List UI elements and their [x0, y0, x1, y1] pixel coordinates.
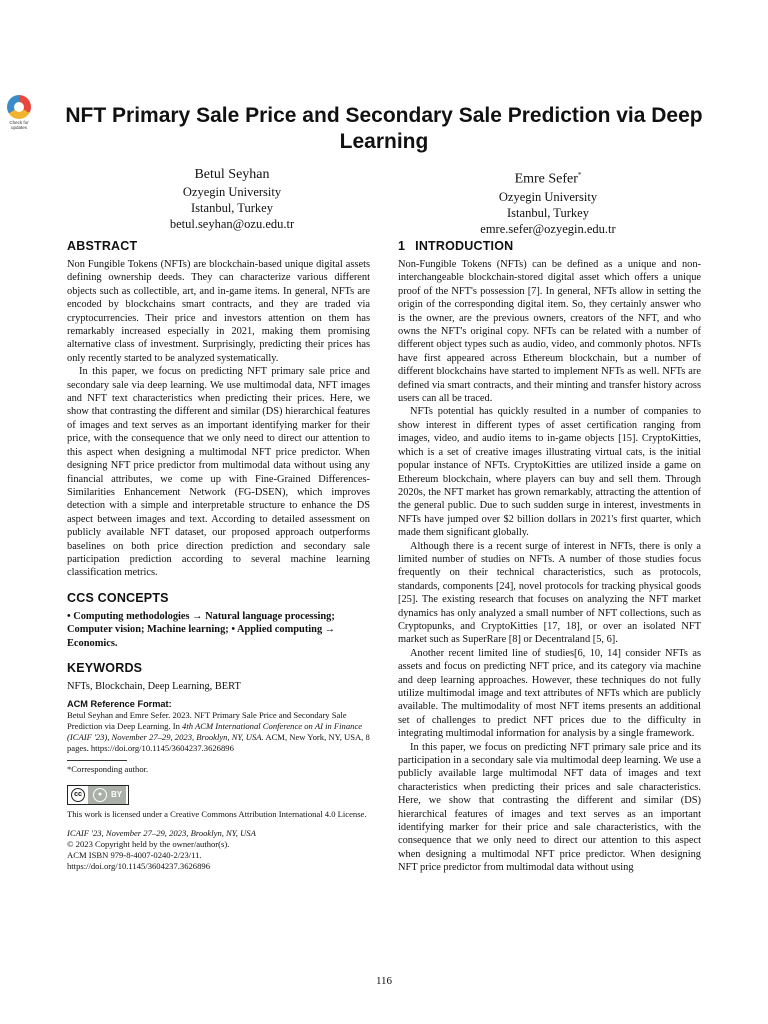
intro-paragraph: In this paper, we focus on predicting NFT primary sale price and its participation in a secondary sale via multimodal deep learning. We use a publicly available large multimodal NFT data of images and text characteristics when predicting their prices and sale characteristics. Here, we show that contrasting the different and similar (DS) hierarchical features of images and text serves as an important identifying marker for their price and sale characteristics, with the consequence that we only need to direct our attention to this aspect when designing a multimodal NFT price predictor. When designing NFT price predictor from multimodal data without using: [398, 741, 701, 874]
reference-format-heading: ACM Reference Format:: [67, 699, 172, 710]
corresponding-author-footnote: *Corresponding author.: [67, 764, 149, 775]
intro-paragraph: NFTs potential has quickly resulted in a number of companies to show interest in different types of asset certification ranging from images, video, and audio items to in-game objects [15]. CryptoKitties, which is a set of creative images illustrating virtual cats, is the initial popular instance of NFTs. CryptoKitties are utilized inside a game on Ethereum blockchain, where players can buy and sell them. Through 2020s, the NFT market has grown remarkably, attracting the attention of the general public. Due to such sudden surge in interest, investments in NFTs have jumped over $2 billion dollars in 2021's first quarter, which made them significant globally.: [398, 406, 701, 539]
author-location: Istanbul, Turkey: [191, 201, 273, 215]
check-for-updates-label: Check for updates: [9, 120, 29, 130]
author-name: Emre Sefer: [514, 171, 578, 187]
check-for-updates-icon: [7, 95, 31, 119]
abstract-heading: ABSTRACT: [67, 239, 138, 253]
license-text: This work is licensed under a Creative Commons Attribution International 4.0 License.: [67, 809, 367, 820]
footnote-rule: [67, 760, 127, 761]
author-email: emre.sefer@ozyegin.edu.tr: [480, 221, 616, 236]
copyright-line: © 2023 Copyright held by the owner/author(s).: [67, 839, 230, 850]
abstract-paragraph: Non Fungible Tokens (NFTs) are blockchain-based unique digital assets defining ownership deeds. They can characterize various different objects such as collectible, art, and in-game items. In general, NFTs are encoded by blockchains smart contracts, and they are traded via cryptocurrencies. Their price and investors attention on them has remarkably increased especially in 2021, making them promising alternative class of investment. Surprisingly, predicting their prices has only recently started to be analyzed systematically.: [67, 259, 370, 364]
attribution-icon: ●: [93, 788, 107, 802]
ccs-concepts: • Computing methodologies → Natural language processing; Computer vision; Machine learning; • Applied computing → Economics.: [67, 610, 336, 649]
doi-link[interactable]: https://doi.org/10.1145/3604237.3626896: [67, 861, 210, 872]
author-block-1: [132, 166, 332, 232]
section-number: 1: [398, 239, 406, 253]
by-icon: [88, 786, 126, 804]
conference-line: ICAIF '23, November 27–29, 2023, Brooklyn, NY, USA: [67, 828, 256, 839]
author-affiliation: Ozyegin University: [182, 185, 282, 199]
author-name: Betul Seyhan: [194, 167, 270, 182]
cc-by-license-icon[interactable]: [67, 785, 370, 805]
intro-paragraph: Non-Fungible Tokens (NFTs) can be defined as a unique and non-interchangeable blockchain-stored digital asset which offers a unique proof of the NFT's possession [7]. In general, NFTs allow in setting the origin of the corresponding digital item. So, they certainly answer who is the owner, are the previous owners, creators of the NFT, and who owns the NFT's original copy. NFTs can be related with a number of different object types such as audio, video, and commonly photos. NFTs have first appeared across Ethereum blockchain, but a number of different blockchains have started to implement NFTs as well. NFTs are defined via smart contracts, and their minting and transfer history across users can all be traced.: [398, 259, 701, 405]
corresponding-mark: *: [577, 171, 582, 179]
right-column: [398, 238, 701, 875]
keywords-heading: KEYWORDS: [67, 660, 143, 675]
isbn-line: ACM ISBN 979-8-4007-0240-2/23/11.: [67, 850, 202, 861]
author-email: betul.seyhan@ozu.edu.tr: [169, 217, 295, 231]
author-block-2: [448, 166, 648, 237]
intro-paragraph: Another recent limited line of studies[6, 10, 14] consider NFTs as assets and focus on predicting NFT price, and its category via machine and deep learning approaches. However, these techniques do not fully utilize multimodal image and text attributes of NFTs which are publicly available. The multimodality of most NFT items presents an additional set of challenges to predict NFT prices due to the difficulty in integrating multimodal information for analysis by a single framework.: [398, 647, 701, 740]
abstract-paragraph: In this paper, we focus on predicting NFT primary sale price and secondary sale via deep learning. We use multimodal data, NFT images and NFT text characteristics when predicting their prices. Here, we show that contrasting the different and similar (DS) hierarchical features of images and text serves as an important identifying marker for their price, with the consequence that we only need to direct our attention to this aspect when designing a multimodal NFT price predictor. When designing NFT price predictor from multimodal data without using any financial attributes, we come up with Fine-Grained Differences-Similarities Enhancement Network (FG-DSEN), which improves detection with a simple and interpretable structure to enhance the DS aspect between images and text. According to detailed assessment on publicly available NFT dataset, our proposed approach outperforms baselines on both price direction prediction and secondary sale participation prediction according to several machine learning classification metrics.: [67, 366, 370, 579]
author-affiliation: Ozyegin University: [498, 189, 598, 204]
reference-format-text: Betul Seyhan and Emre Sefer. 2023. NFT Primary Sale Price and Secondary Sale Prediction via Deep Learning. In 4th ACM International Conference on AI in Finance (ICAIF '23), November 27–29, 2023, Brooklyn, NY, USA. ACM, New York, NY, USA, 8 pages. https://doi.org/10.1145/3604237.3626896: [67, 710, 370, 754]
left-column: [67, 238, 370, 872]
introduction-heading: 1 INTRODUCTION: [398, 239, 514, 253]
ccs-heading: CCS CONCEPTS: [67, 590, 169, 605]
check-for-updates-badge[interactable]: [5, 95, 33, 130]
intro-paragraph: Although there is a recent surge of interest in NFTs, there is only a limited number of studies on NFTs. A number of those studies focus frequently on their technical characteristics, such as protocols, standards, components [24], novel protocols for tracking physical goods [25]. The existing research that focuses on analyzing the NFT market dynamics has only analyzed a small number of NFT collections, such as Cryptopunks, and CryptoKitties [17, 18], or over an isolated NFT market such as SuperRare [8] or Decentraland [5, 6].: [398, 540, 701, 646]
page-number: 116: [375, 975, 393, 987]
paper-title: NFT Primary Sale Price and Secondary Sale Prediction via Deep Learning: [65, 104, 703, 153]
cc-icon: cc: [71, 788, 85, 802]
author-location: Istanbul, Turkey: [507, 205, 589, 220]
keywords-text: NFTs, Blockchain, Deep Learning, BERT: [67, 680, 241, 692]
by-label: BY: [111, 790, 123, 800]
